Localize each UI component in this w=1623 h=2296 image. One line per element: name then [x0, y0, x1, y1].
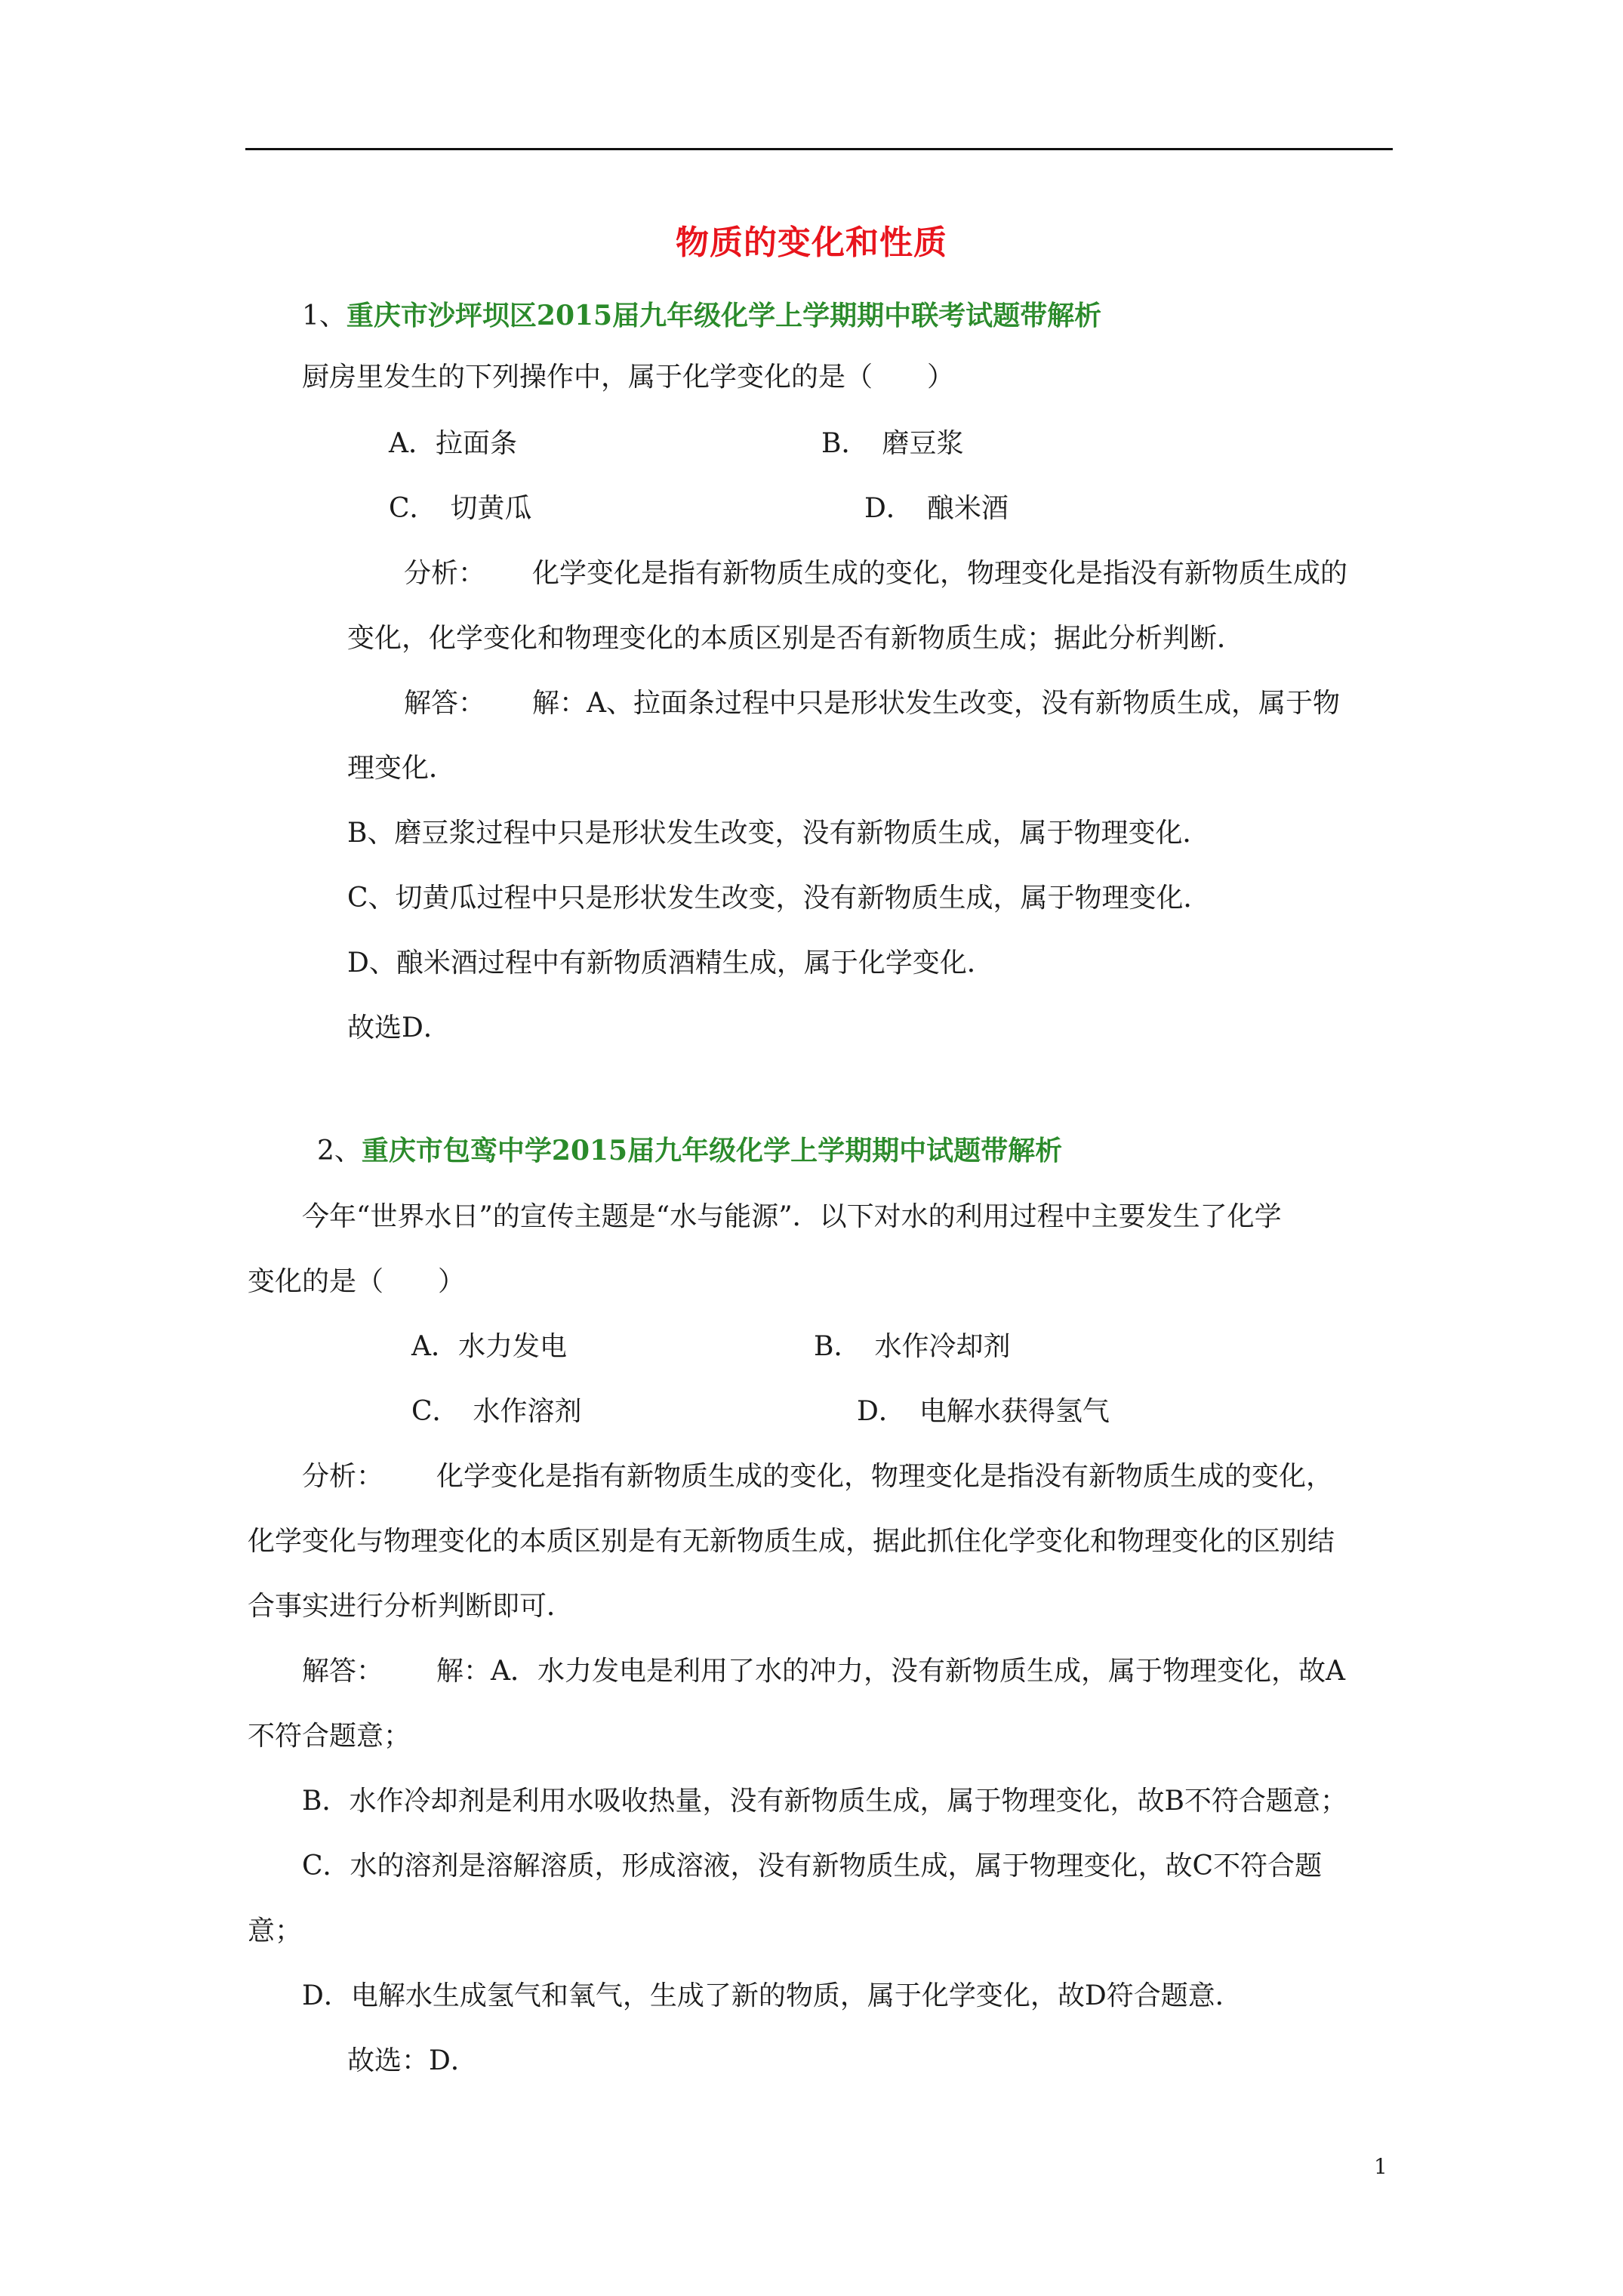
q2-answer-line-2: 不符合题意；	[248, 1721, 411, 1752]
q1-answer-d: D、酿米酒过程中有新物质酒精生成，属于化学变化．	[347, 948, 994, 978]
q1-answer-b: B、磨豆浆过程中只是形状发生改变，没有新物质生成，属于物理变化．	[347, 818, 1210, 849]
q1-analysis-line-2: 变化，化学变化和物理变化的本质区别是否有新物质生成；据此分析判断．	[347, 623, 1245, 654]
q2-number: 2、	[317, 1136, 362, 1166]
q1-stem: 厨房里发生的下列操作中，属于化学变化的是（ ）	[302, 362, 955, 393]
q1-option-c: C． 切黄瓜	[389, 493, 532, 524]
q2-stem-line-1: 今年“世界水日”的宣传主题是“水与能源”．以下对水的利用过程中主要发生了化学	[302, 1201, 1282, 1232]
q1-answer-line-2: 理变化．	[347, 753, 457, 784]
q2-answer-b: B．水作冷却剂是利用水吸收热量，没有新物质生成，属于物理变化，故B不符合题意；	[302, 1786, 1347, 1817]
q2-answer-d: D．电解水生成氢气和氧气，生成了新的物质，属于化学变化，故D符合题意．	[302, 1980, 1243, 2011]
q1-analysis-line-1: 化学变化是指有新物质生成的变化，物理变化是指没有新物质生成的	[532, 558, 1348, 589]
q1-conclusion: 故选D．	[347, 1012, 451, 1043]
q2-answer-c-line-2: 意；	[248, 1915, 303, 1946]
q2-option-b: B． 水作冷却剂	[814, 1331, 1011, 1362]
q2-stem-line-2: 变化的是（ ）	[248, 1266, 466, 1297]
q1-number: 1、	[302, 300, 346, 331]
q1-answer-label: 解答：	[404, 688, 486, 719]
q2-source: 重庆市包鸾中学2015届九年级化学上学期期中试题带解析	[361, 1135, 1063, 1166]
q1-heading	[302, 299, 1101, 333]
q2-analysis-line-2: 化学变化与物理变化的本质区别是有无新物质生成，据此抓住化学变化和物理变化的区别结	[248, 1526, 1335, 1557]
q2-analysis-line-1: 化学变化是指有新物质生成的变化，物理变化是指没有新物质生成的变化，	[436, 1461, 1334, 1492]
page-number: 1	[1374, 2154, 1387, 2179]
q2-answer-line-1: 解：A．水力发电是利用了水的冲力，没有新物质生成，属于物理变化，故A	[436, 1656, 1345, 1687]
q1-source: 重庆市沙坪坝区2015届九年级化学上学期期中联考试题带解析	[346, 300, 1102, 331]
q2-answer-label: 解答：	[302, 1656, 384, 1687]
q2-analysis-line-3: 合事实进行分析判断即可．	[248, 1591, 574, 1622]
header-rule	[245, 148, 1393, 150]
q2-analysis-label: 分析：	[302, 1461, 384, 1492]
q2-heading	[317, 1134, 1062, 1168]
q2-conclusion: 故选：D．	[347, 2045, 478, 2076]
q1-answer-line-1: 解：A、拉面条过程中只是形状发生改变，没有新物质生成，属于物	[532, 688, 1340, 719]
q2-option-d: D． 电解水获得氢气	[857, 1396, 1110, 1427]
q2-option-c: C． 水作溶剂	[411, 1396, 582, 1427]
q1-option-d: D． 酿米酒	[864, 493, 1009, 524]
q1-option-a: A．拉面条	[389, 428, 517, 459]
q2-answer-c-line-1: C．水的溶剂是溶解溶质，形成溶液，没有新物质生成，属于物理变化，故C不符合题	[302, 1851, 1323, 1881]
q1-option-b: B． 磨豆浆	[821, 428, 964, 459]
q2-option-a: A．水力发电	[411, 1331, 567, 1362]
page-title: 物质的变化和性质	[676, 223, 947, 262]
q1-answer-c: C、切黄瓜过程中只是形状发生改变，没有新物质生成，属于物理变化．	[347, 883, 1211, 914]
q1-analysis-label: 分析：	[404, 558, 486, 589]
